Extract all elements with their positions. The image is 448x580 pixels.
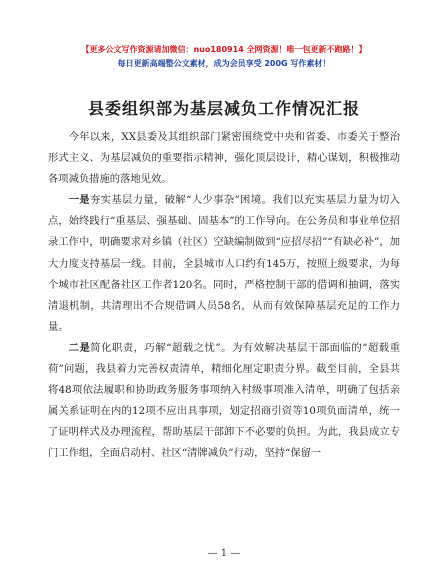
promo-banner-line1: 【更多公文写作资源请加微信：nuo180914 全网资源！唯一包更新不跑路！】 bbox=[81, 45, 367, 54]
document-title: 县委组织部为基层减负工作情况汇报 bbox=[87, 99, 360, 118]
paragraph-point-two bbox=[48, 338, 400, 465]
paragraph-point-one bbox=[48, 190, 400, 338]
document-body bbox=[48, 127, 400, 465]
paragraph-text: 简化职责，巧解“超载之忧”。为有效解决基层干部面临的“超载重荷”问题，我县着力完善权责清单，精细化厘定职责分界。截至目前，全县共将48项依法履职和协助政务服务事项纳入村级事项准入清单，明确了包括亲属关系证明在内的12项不应出具事项，划定招商引资等10项负面清单，统一了证明样式及办理流程，帮助基层干部卸下不必要的负担。为此，我县成立专门工作组，全面启动村、社区“清牌减负”行动，坚持“保留一 bbox=[48, 341, 401, 460]
paragraph-intro bbox=[48, 127, 400, 190]
paragraph-lead: 一是 bbox=[68, 194, 90, 207]
page-number: — 1 — bbox=[207, 548, 241, 559]
paragraph-text: 夯实基层力量，破解“人少事杂”困境。我们以充实基层力量为切入点，始终践行“重基层、强基础、固基本”的工作导向。在公务员和事业单位招录工作中，明确要求对乡镇（社区）空缺编制做到“应招尽招”“有缺必补”，加大力度支持基层一线。目前，全县城市人口约有145万，按照上级要求，为每个城市社区配备社区工作者120名。同时，严格控制干部的借调和抽调，落实清退机制，共清理出不合规借调人员58名，从而有效保障基层充足的工作力量。 bbox=[48, 194, 401, 333]
promo-banner-line2: 每日更新高端整公文素材，成为会员享受 200G 写作素材！ bbox=[117, 59, 331, 68]
paragraph-lead: 二是 bbox=[68, 341, 91, 354]
paragraph-text: 今年以来，XX县委及其组织部门紧密围绕党中央和省委、市委关于整治形式主义、为基层减负的重要指示精神，强化顶层设计，精心谋划，积极推动各项减负措施的落地见效。 bbox=[48, 131, 400, 186]
